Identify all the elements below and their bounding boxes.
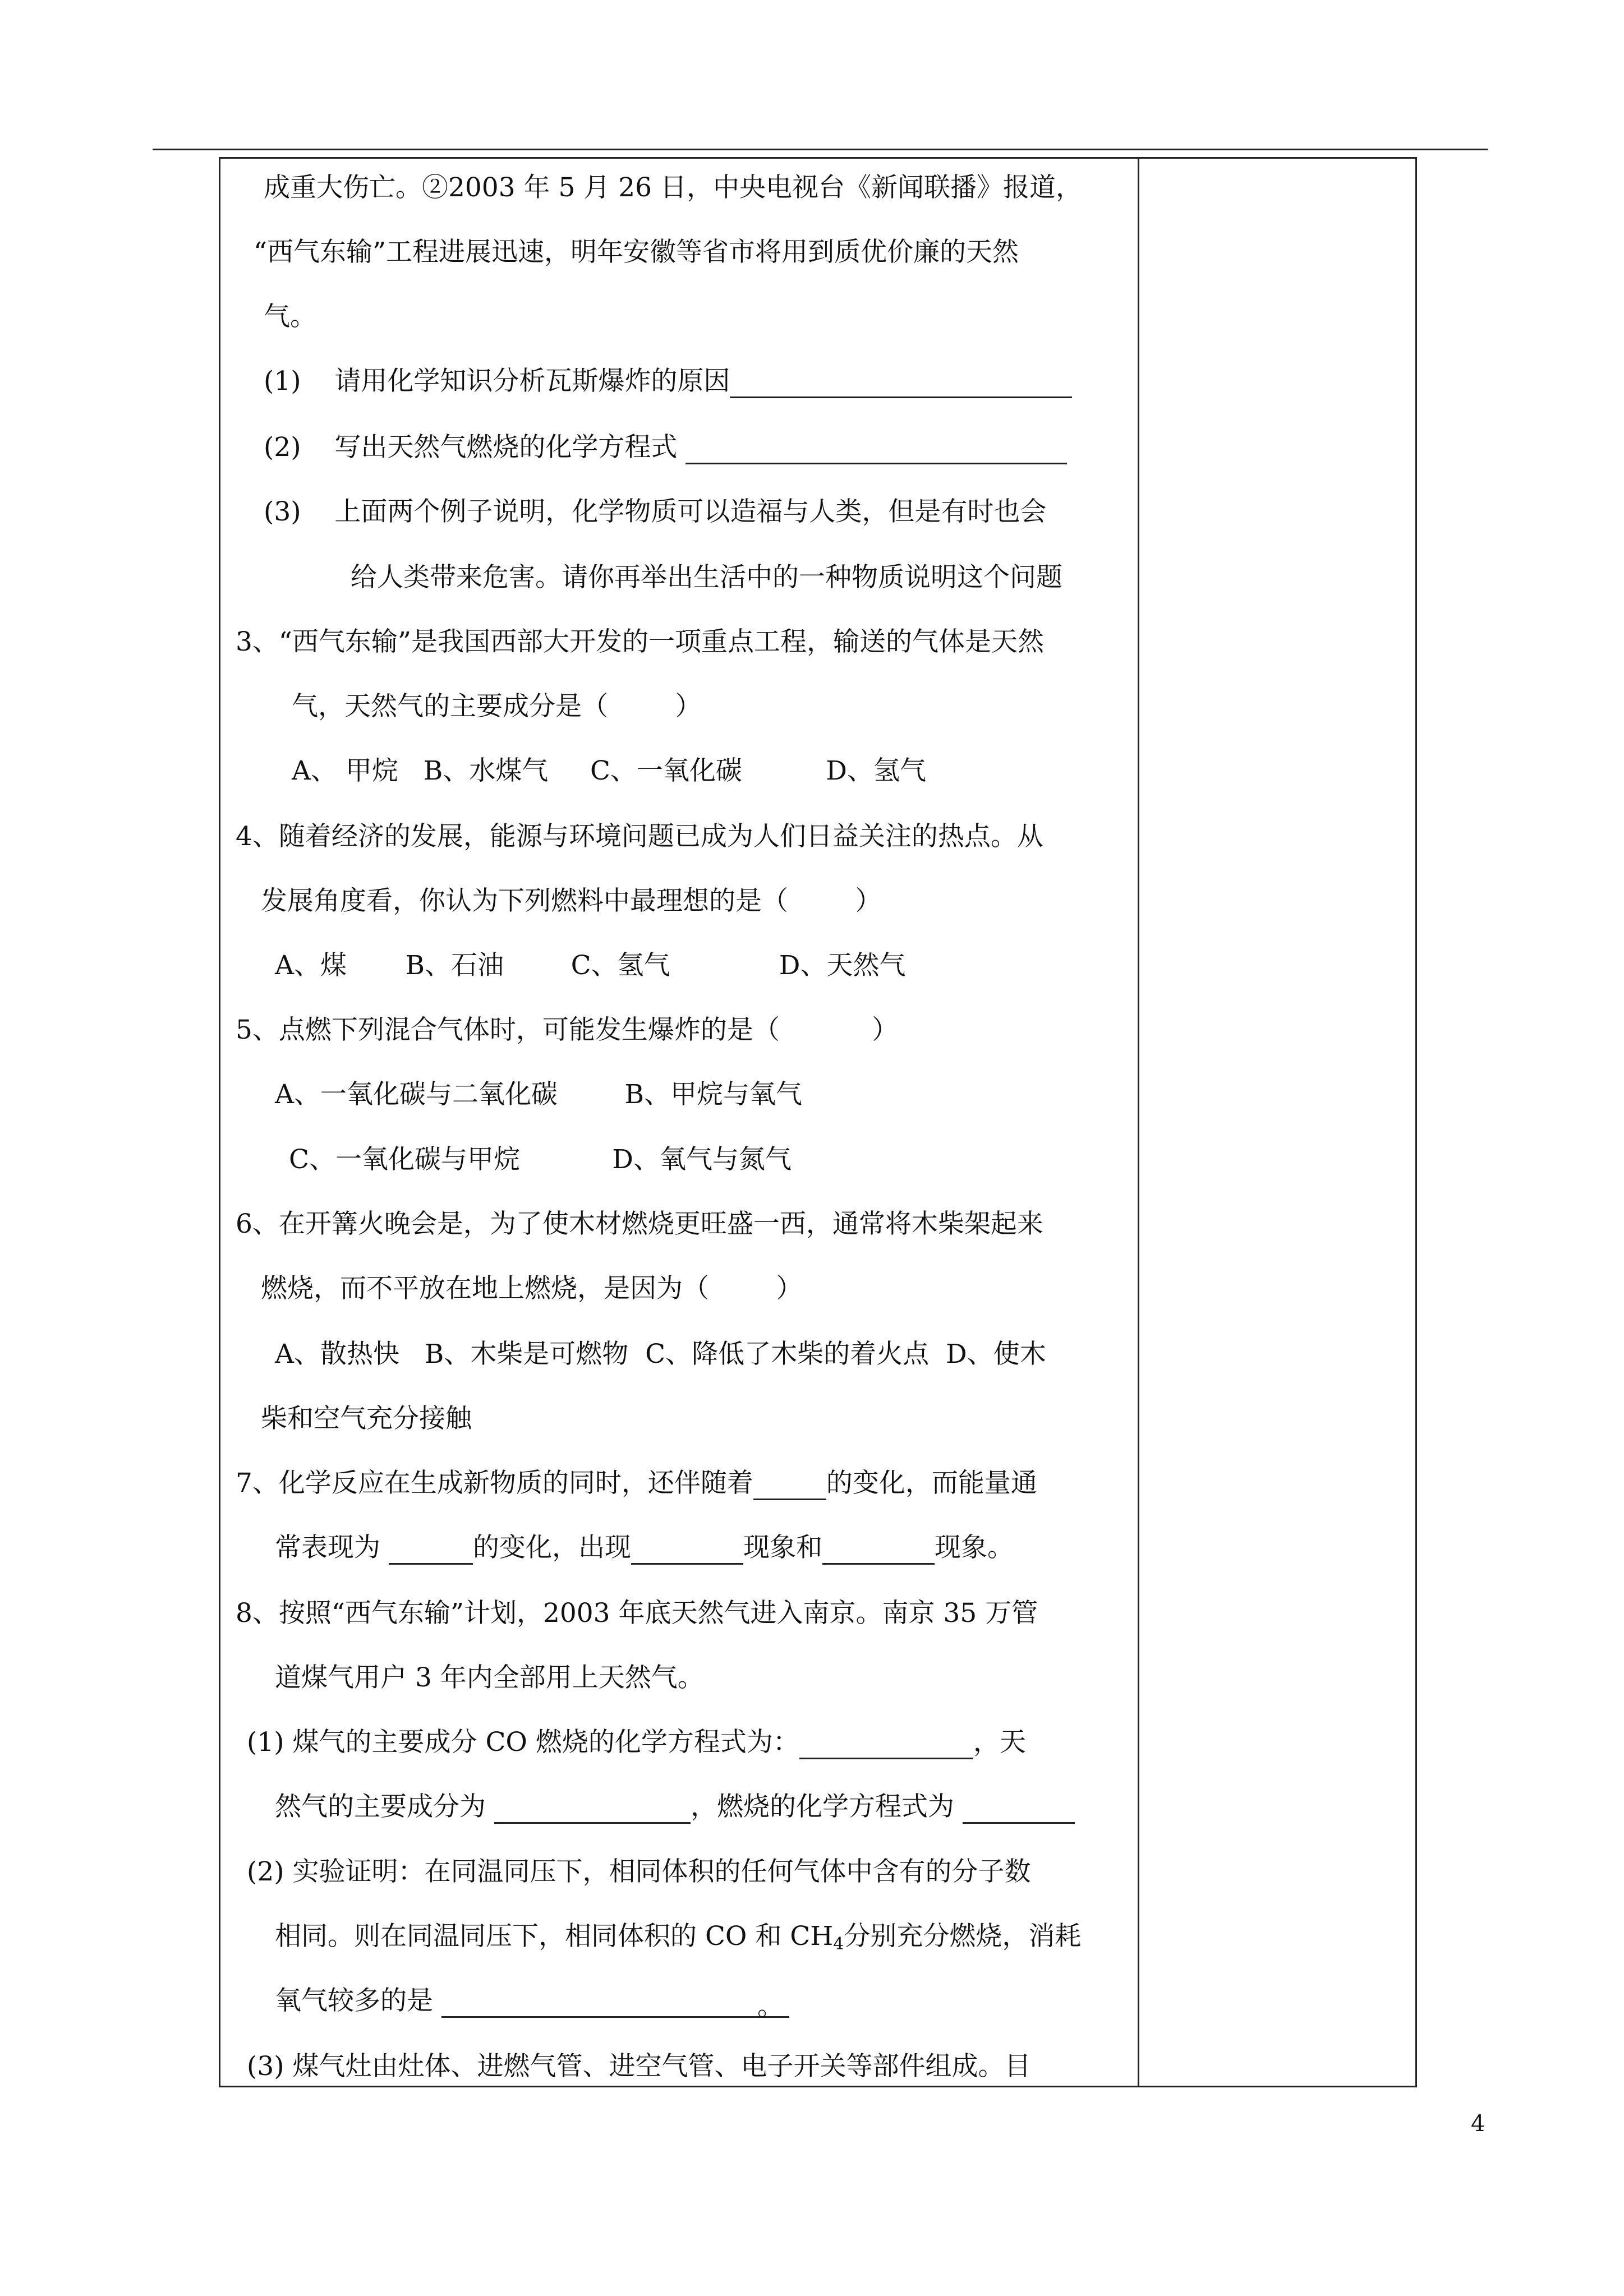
line-text: 道煤气用户 3 年内全部用上天然气。	[275, 1662, 704, 1693]
answer-blank[interactable]	[494, 1794, 691, 1824]
line-text: (3) 上面两个例子说明，化学物质可以造福与人类，但是有时也会	[264, 496, 1047, 527]
line-text: 柴和空气充分接触	[261, 1403, 472, 1434]
answer-blank[interactable]	[963, 1794, 1075, 1824]
line-text: 燃烧，而不平放在地上燃烧，是因为（ ）	[261, 1273, 803, 1304]
page-number: 4	[1471, 2111, 1485, 2137]
line-text: 氧气较多的是	[275, 1985, 441, 2016]
text-line-l10	[292, 754, 926, 788]
answer-blank[interactable]: 。	[441, 1990, 789, 2018]
text-line-l08	[236, 625, 1044, 659]
text-line-l13	[275, 949, 905, 983]
line-text: 相同。则在同温同压下，相同体积的 CO 和 CH	[275, 1921, 834, 1952]
line-text: 3、“西气东输”是我国西部大开发的一项重点工程，输送的气体是天然	[236, 626, 1044, 657]
answer-blank[interactable]	[753, 1470, 826, 1500]
line-text: (2) 写出天然气燃烧的化学方程式	[264, 432, 686, 463]
text-line-l27	[247, 1855, 1031, 1889]
answer-blank[interactable]	[799, 1730, 973, 1759]
line-text: 的变化，而能量通	[826, 1468, 1037, 1499]
text-line-l25	[247, 1726, 1026, 1759]
text-line-l20	[261, 1402, 472, 1436]
text-line-l22	[275, 1531, 1014, 1565]
line-text: ，天	[973, 1727, 1026, 1758]
line-text: 6、在开篝火晚会是，为了使木材燃烧更旺盛一西，通常将木柴架起来	[236, 1209, 1043, 1239]
text-line-l02	[254, 236, 1019, 269]
text-line-l12	[261, 884, 882, 918]
line-text: A、煤 B、石油 C、氢气 D、天然气	[275, 950, 906, 981]
text-line-l28	[275, 1920, 1081, 1961]
answer-blank[interactable]	[631, 1535, 743, 1565]
text-line-l14	[236, 1013, 898, 1047]
line-text: ，燃烧的化学方程式为	[690, 1791, 963, 1822]
line-text: 8、按照“西气东输”计划，2003 年底天然气进入南京。南京 35 万管	[236, 1598, 1038, 1629]
text-line-l04	[264, 365, 1072, 398]
line-text: A、散热快 B、木柴是可燃物 C、降低了木柴的着火点 D、使木	[275, 1339, 1046, 1370]
text-line-l05	[264, 431, 1067, 464]
line-text: C、一氧化碳与甲烷 D、氧气与氮气	[289, 1144, 792, 1175]
text-line-l24	[275, 1661, 704, 1695]
line-text: 发展角度看，你认为下列燃料中最理想的是（ ）	[261, 886, 882, 916]
text-line-l30	[247, 2050, 1031, 2083]
text-line-l01	[264, 171, 1082, 205]
text-line-l11	[236, 820, 1043, 854]
line-text: A、 甲烷 B、水煤气 C、一氧化碳 D、氢气	[292, 755, 926, 786]
line-text: 现象。	[934, 1532, 1014, 1563]
line-text: 成重大伤亡。②2003 年 5 月 26 日，中央电视台《新闻联播》报道，	[264, 172, 1083, 203]
line-text: (1) 煤气的主要成分 CO 燃烧的化学方程式为：	[247, 1727, 799, 1758]
text-line-l09	[292, 690, 702, 723]
line-text: (2) 实验证明：在同温同压下，相同体积的任何气体中含有的分子数	[247, 1856, 1031, 1887]
answer-blank[interactable]	[686, 435, 1067, 464]
text-line-l17	[236, 1207, 1043, 1241]
subscript: 4	[833, 1934, 844, 1954]
line-text: A、一氧化碳与二氧化碳 B、甲烷与氧气	[275, 1079, 802, 1110]
text-line-l23	[236, 1597, 1038, 1630]
text-line-l26	[275, 1790, 1075, 1824]
line-text: (1) 请用化学知识分析瓦斯爆炸的原因	[264, 366, 730, 397]
answer-blank[interactable]	[730, 368, 1072, 398]
line-text: 气，天然气的主要成分是（ ）	[292, 691, 702, 722]
text-line-l19	[275, 1338, 1046, 1371]
line-text: 7、化学反应在生成新物质的同时，还伴随着	[236, 1468, 753, 1499]
line-text: 4、随着经济的发展，能源与环境问题已成为人们日益关注的热点。从	[236, 821, 1043, 852]
text-line-l03	[264, 300, 316, 334]
line-text: 给人类带来危害。请你再举出生活中的一种物质说明这个问题	[351, 562, 1062, 593]
line-text: 现象和	[743, 1532, 822, 1563]
text-line-l16	[289, 1143, 792, 1177]
text-line-l07	[351, 561, 1062, 594]
text-line-l29	[275, 1984, 789, 2022]
line-text: 然气的主要成分为	[275, 1791, 494, 1822]
line-text: 气。	[264, 301, 316, 332]
answer-blank[interactable]	[389, 1535, 473, 1565]
line-text: 分别充分燃烧，消耗	[844, 1921, 1082, 1952]
line-text: 的变化，出现	[472, 1532, 631, 1563]
text-line-l15	[275, 1078, 802, 1112]
line-text: 5、点燃下列混合气体时，可能发生爆炸的是（ ）	[236, 1015, 899, 1045]
answer-blank[interactable]	[822, 1535, 935, 1565]
text-line-l06	[264, 495, 1046, 529]
line-text: 常表现为	[275, 1532, 389, 1563]
text-line-l21	[236, 1467, 1037, 1500]
text-line-l18	[261, 1272, 803, 1306]
line-text: “西气东输”工程进展迅速，明年安徽等省市将用到质优价廉的天然	[254, 237, 1019, 268]
line-text: (3) 煤气灶由灶体、进燃气管、进空气管、电子开关等部件组成。目	[247, 2051, 1031, 2082]
